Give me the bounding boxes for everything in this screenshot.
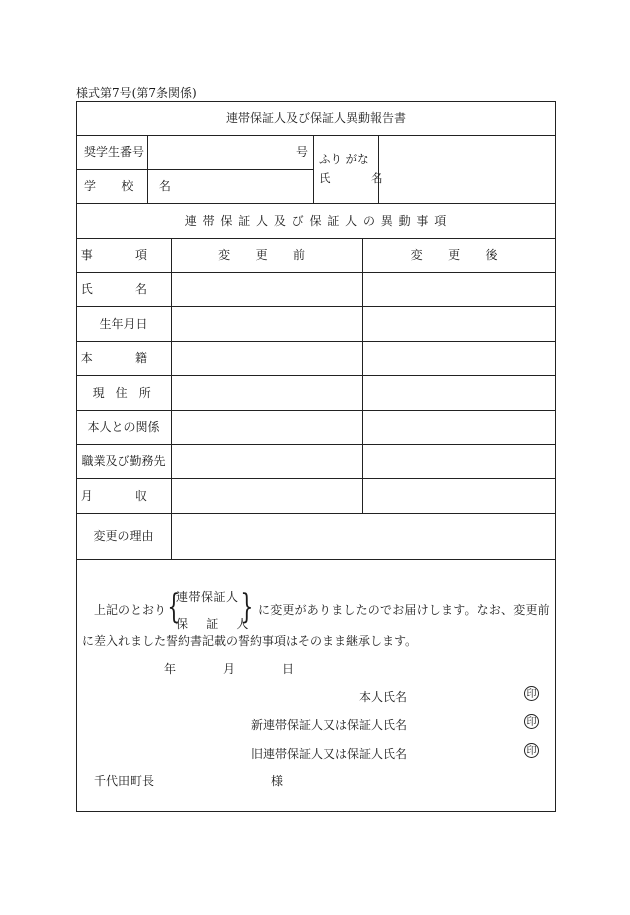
student-name-field[interactable] xyxy=(379,136,555,203)
statement-line1: に変更がありましたのでお届けします。なお、変更前 xyxy=(258,603,550,617)
before-income-field[interactable] xyxy=(172,479,362,513)
column-header-before: 変 更 前 xyxy=(218,248,316,262)
school-name-field[interactable] xyxy=(148,170,313,203)
divider xyxy=(313,135,314,203)
right-brace: } xyxy=(240,587,254,627)
reason-field[interactable] xyxy=(172,514,555,559)
signer-old-guarantor-label: 旧連帯保証人又は保証人氏名 xyxy=(250,747,407,761)
after-domicile-field[interactable] xyxy=(363,342,555,375)
option-guarantor: 保 証 人 xyxy=(176,617,256,631)
name-label: 氏 名 xyxy=(319,171,401,185)
date-line: 年 月 日 xyxy=(164,662,316,676)
row-label: 本 籍 xyxy=(80,351,167,365)
furigana-label: ふり がな xyxy=(319,152,369,166)
section-title: 連 帯 保 証 人 及 び 保 証 人 の 異 動 事 項 xyxy=(184,214,448,228)
form-title: 連帯保証人及び保証人異動報告書 xyxy=(225,111,406,125)
addressee-honorific: 様 xyxy=(271,774,284,788)
reason-label: 変更の理由 xyxy=(93,529,154,543)
before-occupation-field[interactable] xyxy=(172,445,362,478)
before-name-field[interactable] xyxy=(172,273,362,306)
option-joint-guarantor: 連帯保証人 xyxy=(176,590,239,604)
after-birthdate-field[interactable] xyxy=(363,307,555,341)
seal-icon: 印 xyxy=(524,743,539,758)
after-address-field[interactable] xyxy=(363,376,555,410)
seal-icon: 印 xyxy=(524,686,539,701)
form-number: 様式第7号(第7条関係) xyxy=(76,86,197,100)
after-name-field[interactable] xyxy=(363,273,555,306)
row-label: 職業及び勤務先 xyxy=(81,454,166,468)
after-income-field[interactable] xyxy=(363,479,555,513)
signer-new-guarantor-label: 新連帯保証人又は保証人氏名 xyxy=(250,718,407,732)
column-header-after: 変 更 後 xyxy=(410,248,509,262)
after-relation-field[interactable] xyxy=(363,411,555,444)
addressee: 千代田町長 xyxy=(94,774,155,788)
row-label: 氏 名 xyxy=(80,282,167,296)
scholarship-number-suffix: 号 xyxy=(296,145,309,159)
row-label: 本人との関係 xyxy=(87,420,160,434)
before-relation-field[interactable] xyxy=(172,411,362,444)
before-birthdate-field[interactable] xyxy=(172,307,362,341)
row-label: 生年月日 xyxy=(99,317,148,331)
before-domicile-field[interactable] xyxy=(172,342,362,375)
row-label: 月 収 xyxy=(80,489,167,503)
divider xyxy=(76,559,556,560)
statement-prefix: 上記のとおり xyxy=(94,603,167,617)
left-brace: { xyxy=(167,587,181,627)
scholarship-number-label: 奨学生番号 xyxy=(84,145,145,159)
seal-icon: 印 xyxy=(524,714,539,729)
after-occupation-field[interactable] xyxy=(363,445,555,478)
column-header-item: 事 項 xyxy=(80,248,167,262)
signer-self-label: 本人氏名 xyxy=(358,690,407,704)
scholarship-number-field[interactable] xyxy=(148,136,313,169)
statement-line2: に差入れました誓約書記載の誓約事項はそのまま継承します。 xyxy=(82,634,418,648)
row-label: 現 住 所 xyxy=(92,386,155,400)
school-name-label: 学 校 名 xyxy=(84,179,182,193)
before-address-field[interactable] xyxy=(172,376,362,410)
